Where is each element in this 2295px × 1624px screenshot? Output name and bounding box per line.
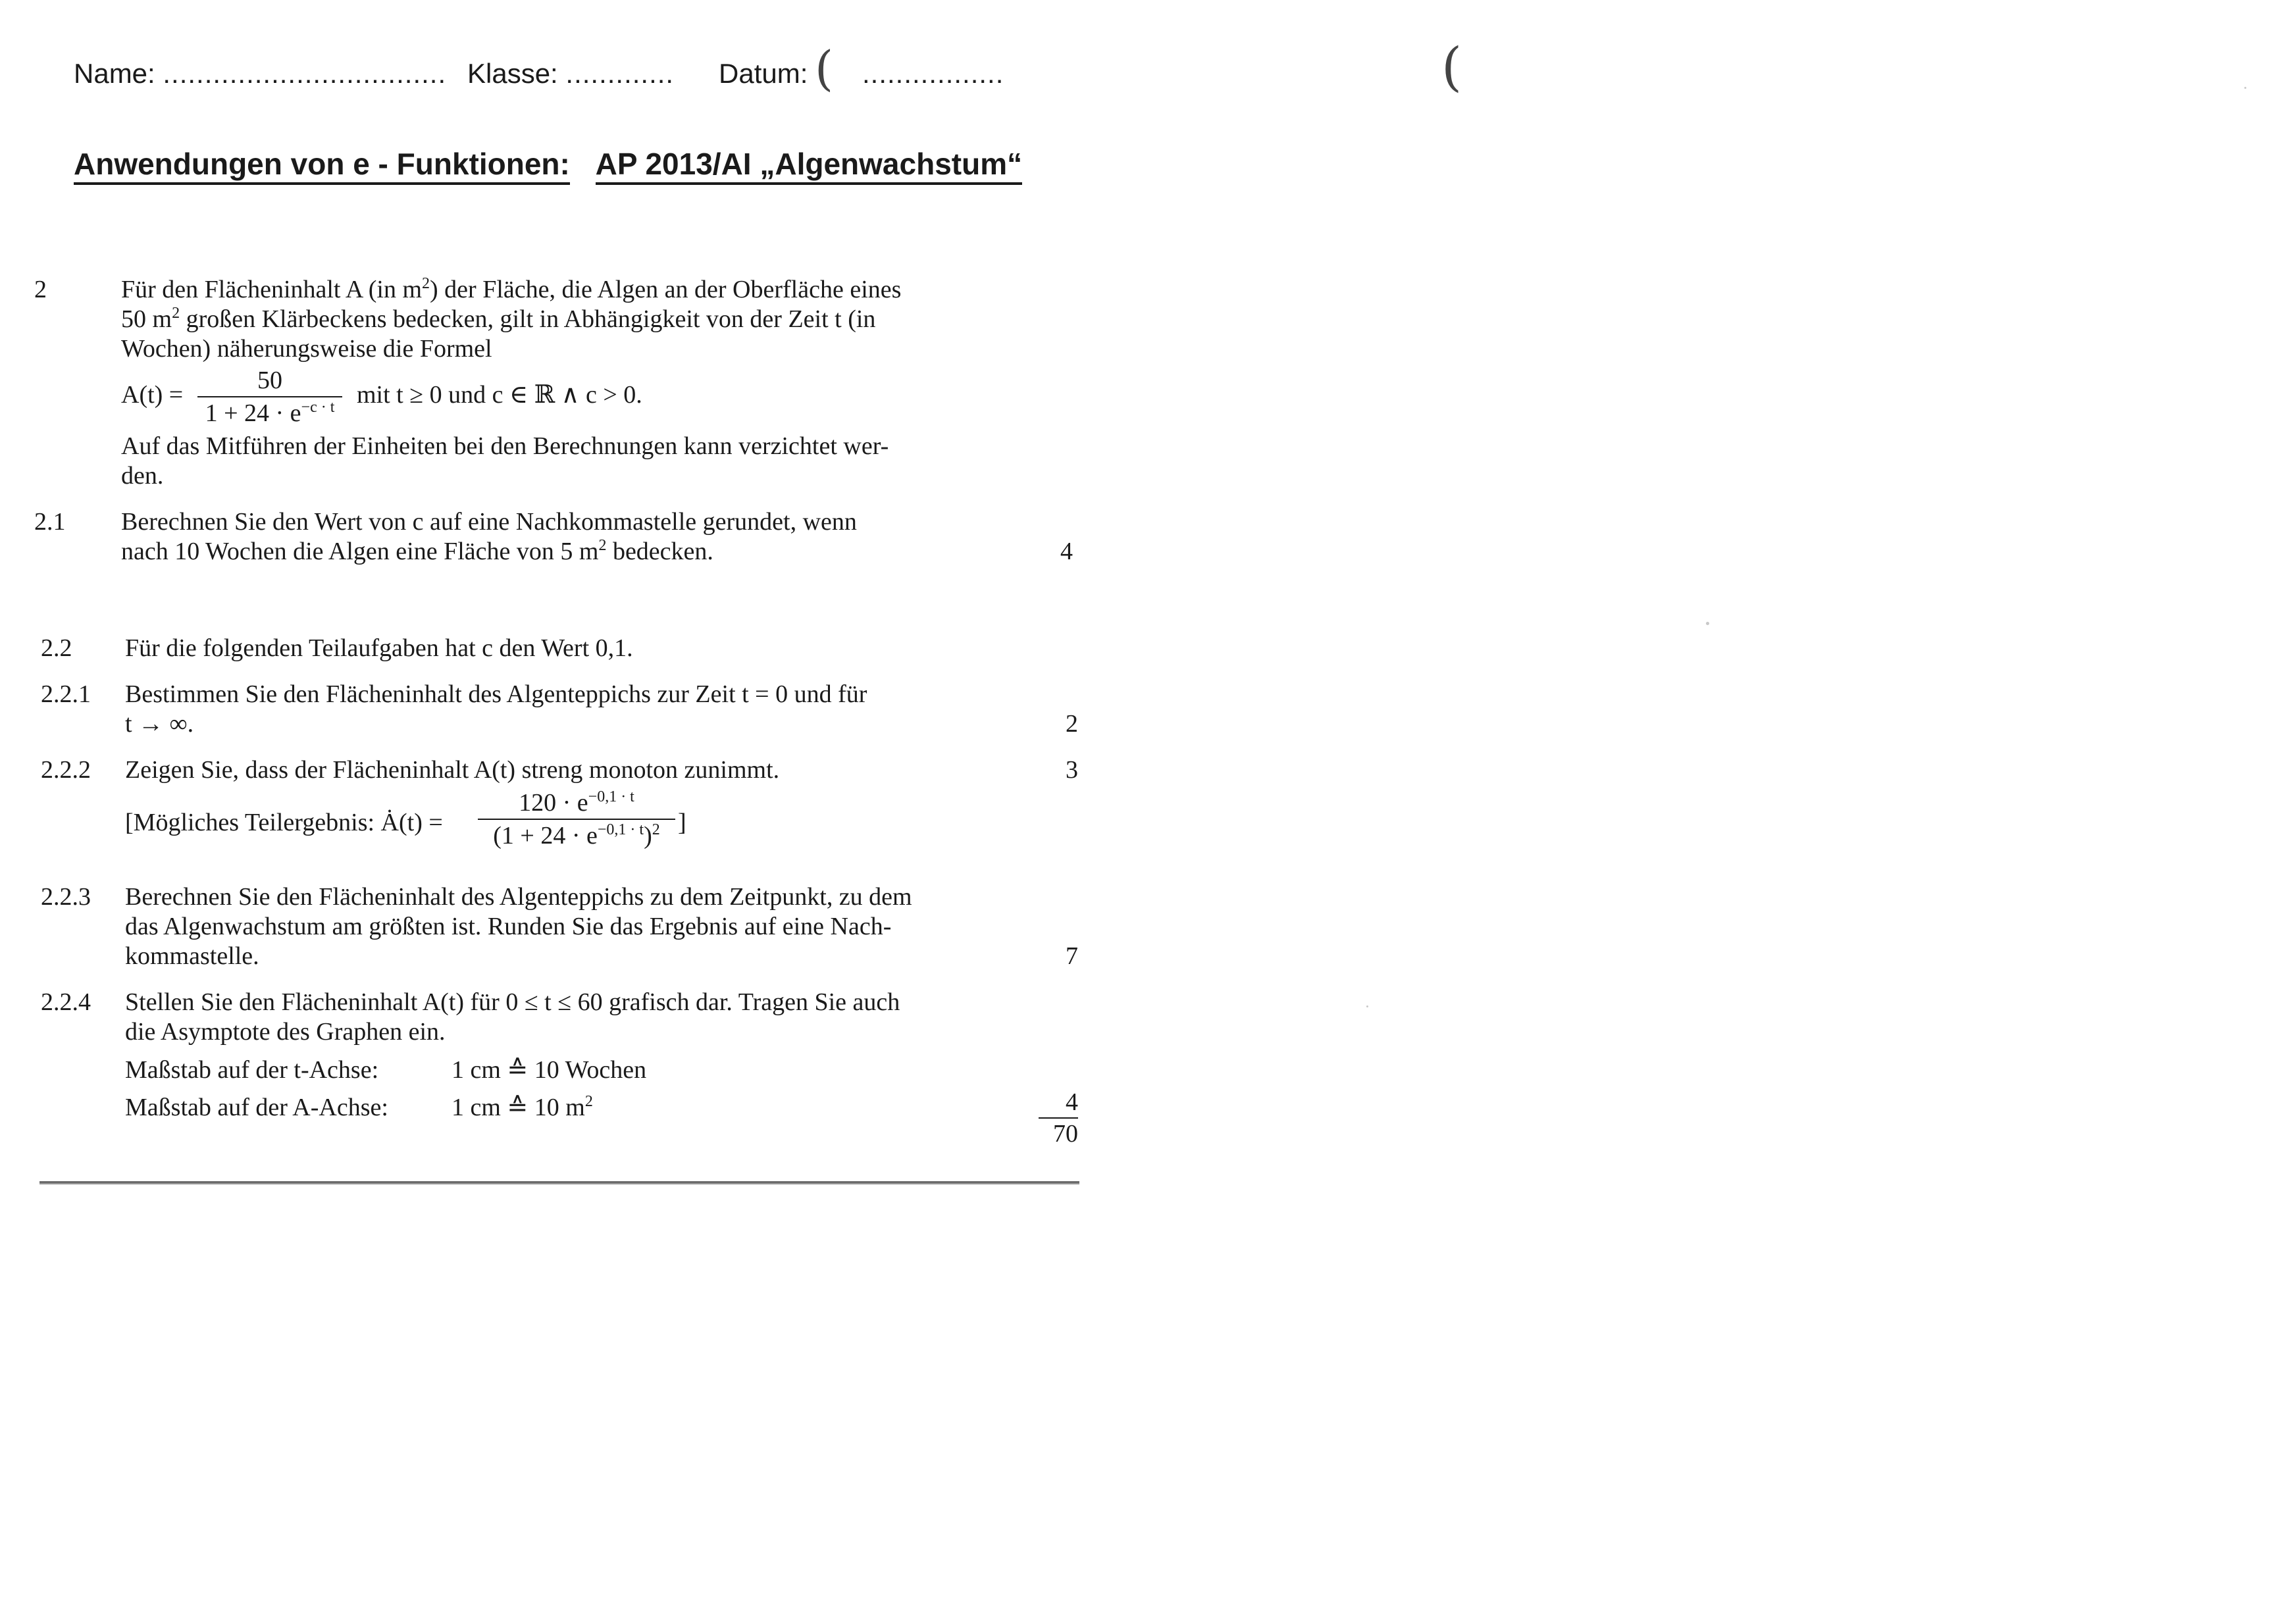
scale-t-value: 1 cm ≙ 10 Wochen xyxy=(451,1056,647,1084)
task-number: 2.2 xyxy=(41,634,72,662)
task224-points: 4 xyxy=(1039,1087,1078,1119)
task21-line2: nach 10 Wochen die Algen eine Fläche von 5 $m^2$ bedecken. xyxy=(121,537,713,565)
hint-lhs: [Mögliches Teilergebnis: Ȧ(t) = xyxy=(125,809,443,836)
formula-lhs: A(t) = xyxy=(121,381,184,409)
class-label: Klasse: xyxy=(467,58,558,89)
formula-fraction xyxy=(197,366,342,428)
formula-denominator: $1 + 24 \cdot e^{-c \cdot t}$ xyxy=(205,399,335,427)
hint-close: ] xyxy=(678,809,686,836)
formula-condition: mit t ≥ 0 und c ∈ ℝ ∧ c > 0. xyxy=(357,381,642,409)
page-title xyxy=(74,146,1022,182)
date-label: Datum: xyxy=(719,58,808,89)
task-number: 2.2.1 xyxy=(41,680,91,708)
task224-line2: die Asymptote des Graphen ein. xyxy=(125,1018,446,1046)
total-points: 70 xyxy=(1053,1120,1078,1148)
task223-line2: das Algenwachstum am größten ist. Runden Sie das Ergebnis auf eine Nach- xyxy=(125,913,892,940)
title-part1: Anwendungen von e - Funktionen: xyxy=(74,147,570,185)
name-label: Name: xyxy=(74,58,155,89)
task223-line1: Berechnen Sie den Flächeninhalt des Algenteppichs zu dem Zeitpunkt, zu dem xyxy=(125,883,912,911)
task-number: 2.2.4 xyxy=(41,988,91,1016)
task224-line1: Stellen Sie den Flächeninhalt A(t) für 0 ≤ t ≤ 60 grafisch dar. Tragen Sie auch xyxy=(125,988,900,1016)
formula-numerator: 50 xyxy=(257,367,282,394)
task2-line5: den. xyxy=(121,462,164,490)
hint-fraction xyxy=(478,788,675,850)
date-dots: ................. xyxy=(862,58,1004,89)
title-part2: AP 2013/AI „Algenwachstum“ xyxy=(596,147,1022,185)
date-field xyxy=(719,58,808,89)
hint-numerator: $120 \cdot e^{-0,1 \cdot t}$ xyxy=(519,788,634,817)
task222-points: 3 xyxy=(1066,756,1078,784)
task-number: 2.2.3 xyxy=(41,883,91,911)
task221-line2: t → ∞. xyxy=(125,710,194,738)
scale-a-value: 1 cm ≙ 10 $m^2$ xyxy=(451,1093,593,1121)
task221-points: 2 xyxy=(1066,710,1078,738)
class-field xyxy=(467,58,674,89)
task-number: 2 xyxy=(34,276,47,303)
scale-a-label: Maßstab auf der A-Achse: xyxy=(125,1094,388,1121)
task21-points: 4 xyxy=(1060,538,1073,565)
scan-speck xyxy=(1366,1005,1368,1007)
task2-line4: Auf das Mitführen der Einheiten bei den Berechnungen kann verzichtet wer- xyxy=(121,432,889,460)
task222-line1: Zeigen Sie, dass der Flächeninhalt A(t) streng monoton zunimmt. xyxy=(125,756,780,784)
task21-line1: Berechnen Sie den Wert von c auf eine Nachkommastelle gerundet, wenn xyxy=(121,508,857,536)
margin-punch-mark-icon: ( xyxy=(1441,36,1462,97)
task221-line1: Bestimmen Sie den Flächeninhalt des Algenteppichs zur Zeit t = 0 und für xyxy=(125,680,867,708)
punch-mark-icon: ( xyxy=(815,41,834,96)
scan-speck xyxy=(1706,622,1709,625)
task-number: 2.1 xyxy=(34,508,66,536)
task2-line1: Für den Flächeninhalt A (in $m^2$) der Fläche, die Algen an der Oberfläche eines xyxy=(121,275,902,303)
name-field xyxy=(74,58,446,89)
task22-line1: Für die folgenden Teilaufgaben hat c den Wert 0,1. xyxy=(125,634,633,662)
task2-line2: 50 $m^2$ großen Klärbeckens bedecken, gilt in Abhängigkeit von der Zeit t (in xyxy=(121,305,876,333)
task223-points: 7 xyxy=(1066,942,1078,970)
task223-line3: kommastelle. xyxy=(125,942,259,970)
scale-t-label: Maßstab auf der t-Achse: xyxy=(125,1056,379,1084)
task-number: 2.2.2 xyxy=(41,756,91,784)
scan-speck xyxy=(2244,87,2246,89)
bottom-divider xyxy=(39,1181,1079,1184)
class-dots: ............. xyxy=(565,58,675,89)
task2-line3: Wochen) näherungsweise die Formel xyxy=(121,335,492,363)
hint-denominator: $(1 + 24 \cdot e^{-0,1 \cdot t})^2$ xyxy=(493,821,660,850)
name-dots: .................................. xyxy=(163,58,447,89)
